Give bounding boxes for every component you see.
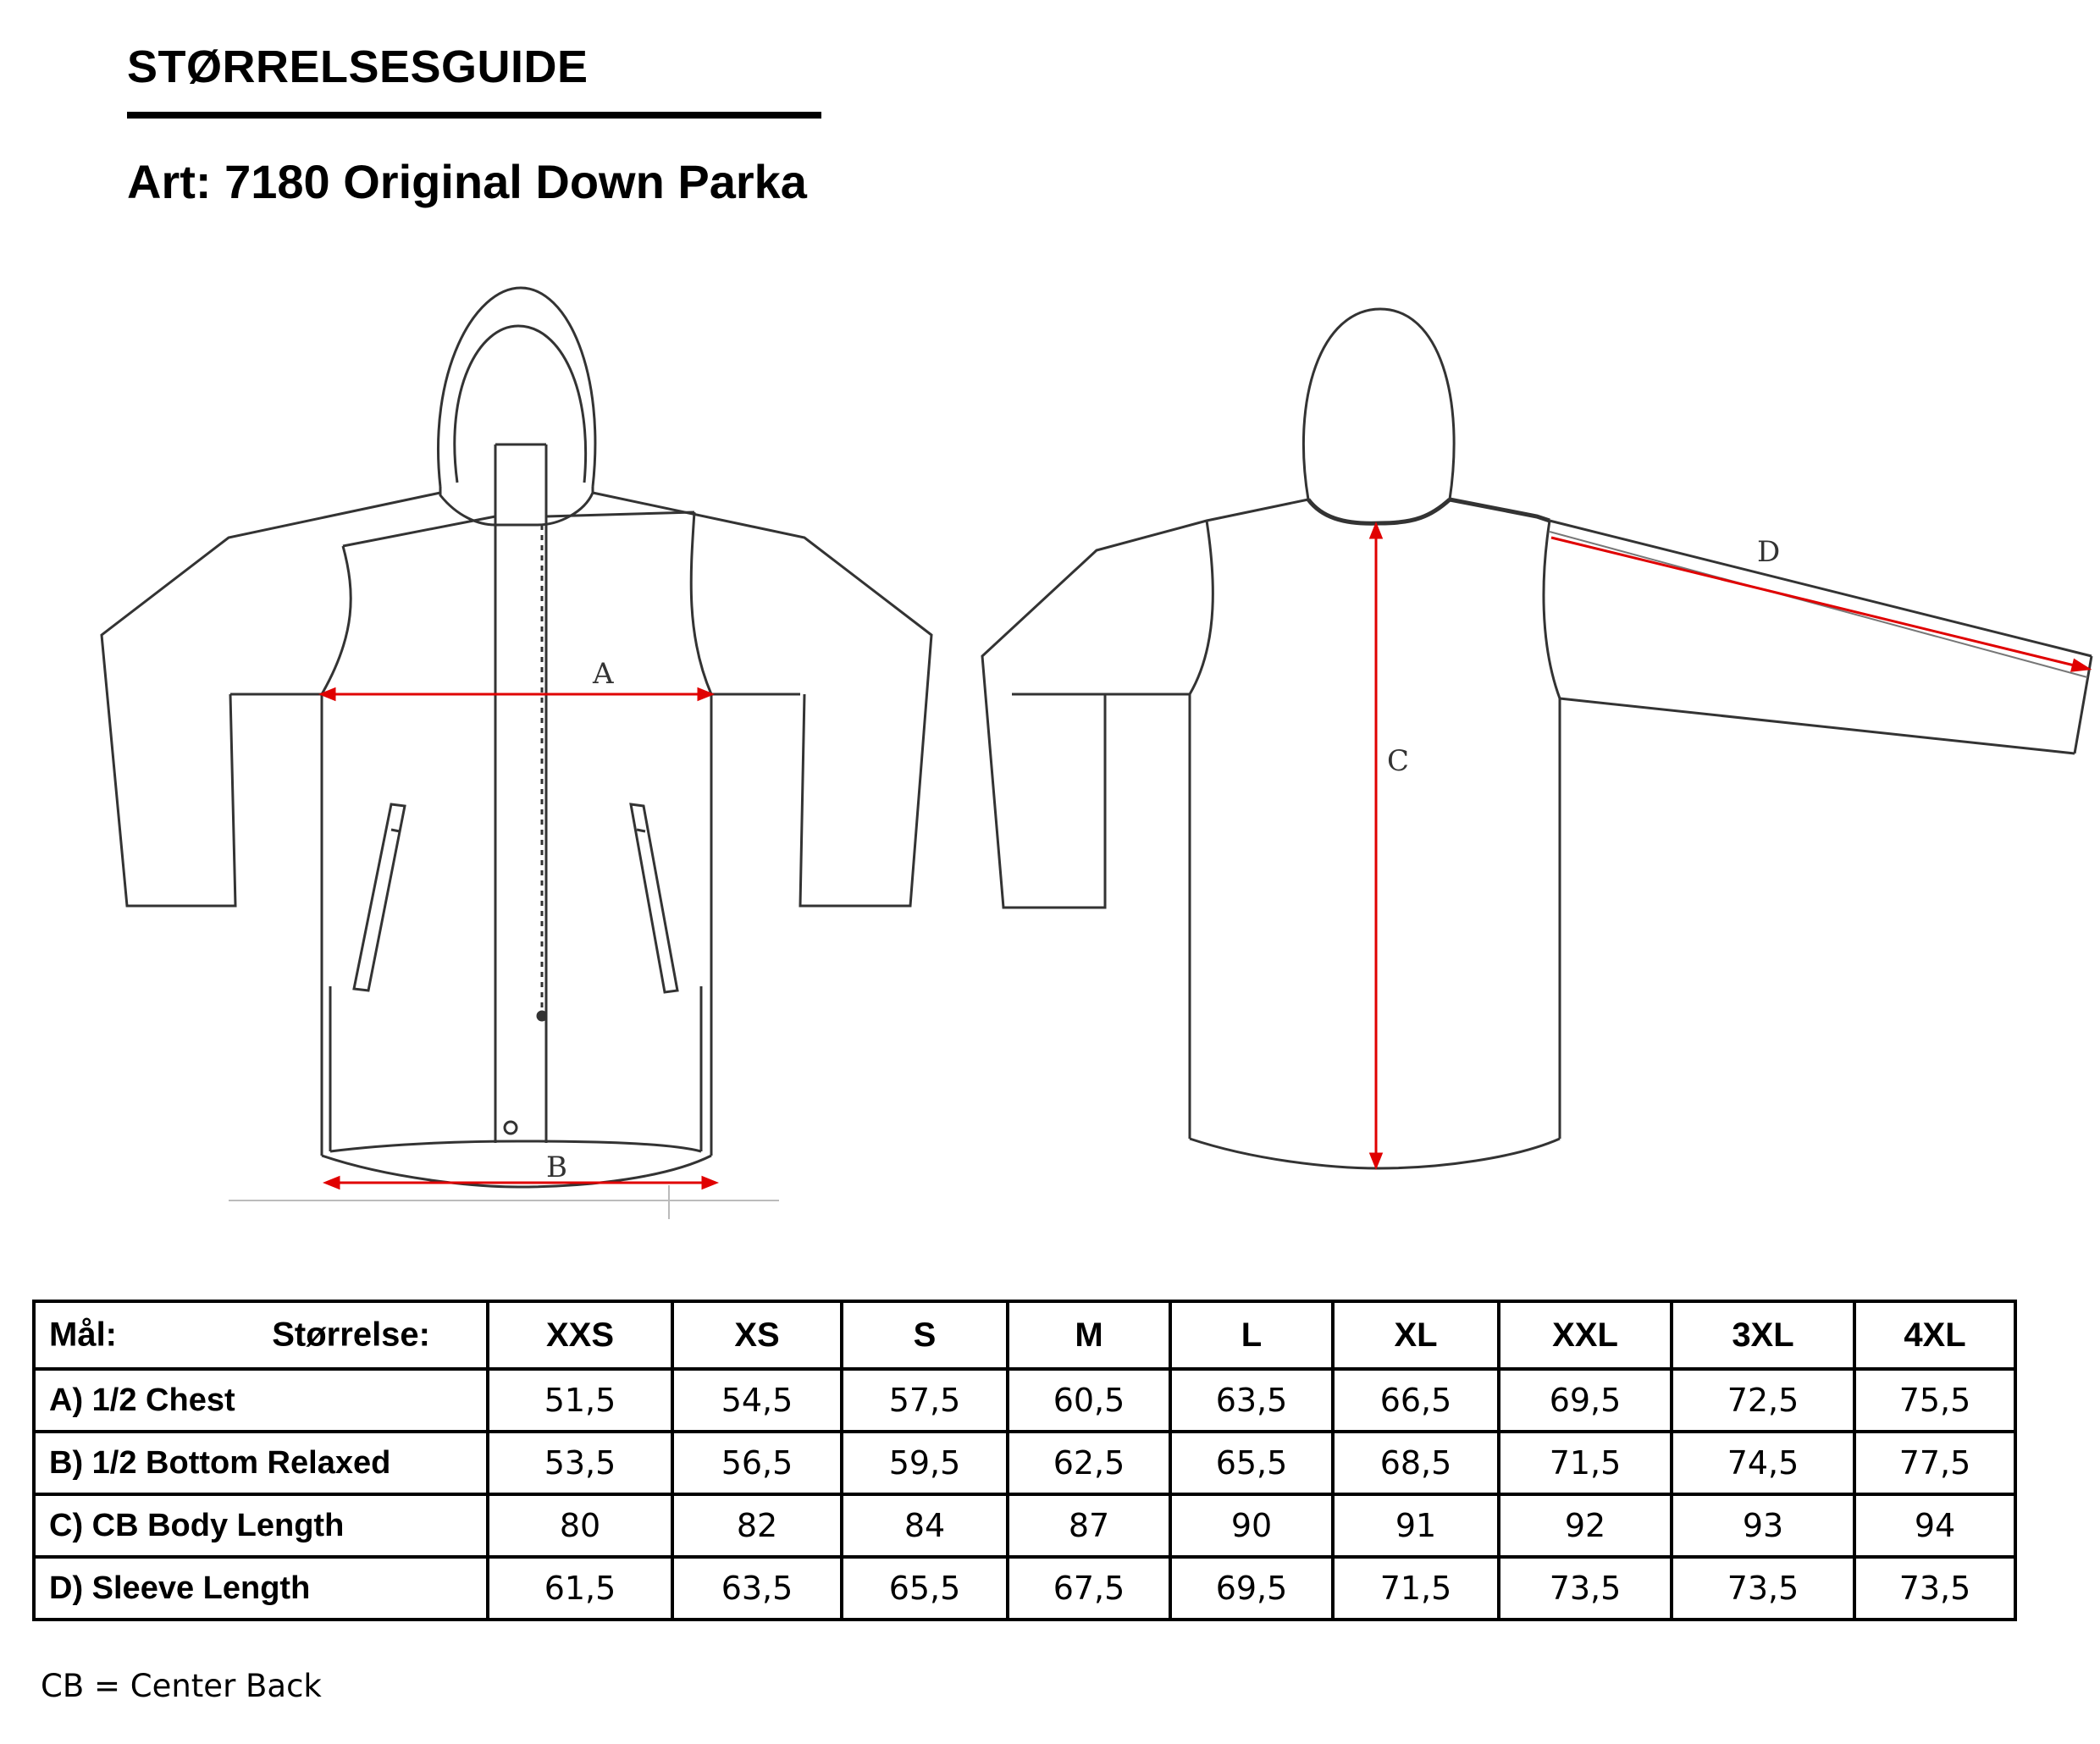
table-cell: 65,5 xyxy=(1170,1432,1333,1494)
footnote: CB = Center Back xyxy=(41,1668,322,1704)
front-collar xyxy=(495,444,546,525)
row-label: D) Sleeve Length xyxy=(34,1557,488,1620)
table-cell: 87 xyxy=(1008,1494,1170,1557)
table-cell: 73,5 xyxy=(1672,1557,1854,1620)
table-cell: 77,5 xyxy=(1854,1432,2015,1494)
table-cell: 61,5 xyxy=(488,1557,672,1620)
article-subtitle: Art: 7180 Original Down Parka xyxy=(127,155,807,208)
table-cell: 93 xyxy=(1672,1494,1854,1557)
size-col-l: L xyxy=(1170,1301,1333,1369)
front-left-pocket-inner xyxy=(391,830,400,831)
table-cell: 71,5 xyxy=(1499,1432,1672,1494)
back-shoulder-right xyxy=(1450,499,1550,521)
table-cell: 91 xyxy=(1333,1494,1499,1557)
measure-c-arrow-bottom xyxy=(1371,1154,1381,1167)
size-col-xs: XS xyxy=(672,1301,842,1369)
table-cell: 94 xyxy=(1854,1494,2015,1557)
measure-b-arrow-right xyxy=(703,1178,716,1188)
front-right-pocket xyxy=(631,804,677,992)
front-right-yoke-top xyxy=(546,512,694,516)
measure-d-line xyxy=(1551,538,2088,669)
table-cell: 67,5 xyxy=(1008,1557,1170,1620)
measure-d-arrow-end xyxy=(2072,660,2088,671)
title-underline xyxy=(127,112,821,119)
table-cell: 69,5 xyxy=(1499,1369,1672,1432)
measure-b-arrow-left xyxy=(326,1178,339,1188)
garment-diagram-svg xyxy=(0,271,2100,1228)
front-hood-bottom xyxy=(440,487,593,525)
front-view-jacket xyxy=(102,288,931,1219)
size-col-m: M xyxy=(1008,1301,1170,1369)
size-col-s: S xyxy=(842,1301,1008,1369)
back-sleeve-inner-line xyxy=(1550,532,2087,677)
table-row xyxy=(34,1432,2015,1494)
front-placket xyxy=(495,525,546,1143)
table-cell: 51,5 xyxy=(488,1369,672,1432)
back-shoulder-left xyxy=(982,499,1308,908)
front-left-shoulder xyxy=(102,493,440,906)
front-hood-face xyxy=(455,326,586,483)
front-left-yoke xyxy=(322,546,351,694)
front-hem-inner xyxy=(330,1141,701,1151)
row-label: B) 1/2 Bottom Relaxed xyxy=(34,1432,488,1494)
front-left-pocket xyxy=(354,804,405,991)
front-button xyxy=(505,1122,517,1134)
row-label: A) 1/2 Chest xyxy=(34,1369,488,1432)
back-view-jacket xyxy=(982,309,2092,1168)
front-right-yoke xyxy=(691,512,711,694)
measure-header: Mål: xyxy=(49,1316,117,1354)
table-cell: 63,5 xyxy=(672,1557,842,1620)
table-cell: 73,5 xyxy=(1854,1557,2015,1620)
label-c: C xyxy=(1387,744,1410,778)
corner-header xyxy=(34,1301,488,1369)
back-sleeve-bottom xyxy=(1560,698,2075,753)
label-d: D xyxy=(1757,535,1781,569)
front-right-pocket-inner xyxy=(637,830,645,831)
table-cell: 63,5 xyxy=(1170,1369,1333,1432)
front-measurements xyxy=(322,689,716,1188)
measure-c-arrow-top xyxy=(1371,525,1381,538)
table-cell: 73,5 xyxy=(1499,1557,1672,1620)
table-cell: 65,5 xyxy=(842,1557,1008,1620)
label-a: A xyxy=(593,657,614,691)
front-left-yoke-top xyxy=(343,516,495,546)
table-cell: 68,5 xyxy=(1333,1432,1499,1494)
table-cell: 84 xyxy=(842,1494,1008,1557)
table-cell: 57,5 xyxy=(842,1369,1008,1432)
table-cell: 74,5 xyxy=(1672,1432,1854,1494)
back-hood-outline xyxy=(1303,309,1454,499)
back-left-armhole xyxy=(1190,521,1213,694)
table-row xyxy=(34,1557,2015,1620)
table-cell: 92 xyxy=(1499,1494,1672,1557)
table-row xyxy=(34,1494,2015,1557)
table-cell: 66,5 xyxy=(1333,1369,1499,1432)
table-cell: 60,5 xyxy=(1008,1369,1170,1432)
table-cell: 53,5 xyxy=(488,1432,672,1494)
table-cell: 59,5 xyxy=(842,1432,1008,1494)
table-cell: 82 xyxy=(672,1494,842,1557)
table-cell: 69,5 xyxy=(1170,1557,1333,1620)
table-row xyxy=(34,1369,2015,1432)
size-header-row xyxy=(34,1301,2015,1369)
table-cell: 54,5 xyxy=(672,1369,842,1432)
back-sleeve-top xyxy=(1550,521,2092,656)
size-col-xxs: XXS xyxy=(488,1301,672,1369)
page-title: STØRRELSESGUIDE xyxy=(127,41,589,92)
size-col-xxl: XXL xyxy=(1499,1301,1672,1369)
size-col-3xl: 3XL xyxy=(1672,1301,1854,1369)
zipper-pull xyxy=(538,1012,546,1020)
table-cell: 72,5 xyxy=(1672,1369,1854,1432)
table-cell: 80 xyxy=(488,1494,672,1557)
garment-diagrams xyxy=(0,271,2100,1228)
table-cell: 56,5 xyxy=(672,1432,842,1494)
size-header: Størrelse: xyxy=(272,1316,430,1354)
size-col-xl: XL xyxy=(1333,1301,1499,1369)
table-cell: 90 xyxy=(1170,1494,1333,1557)
table-cell: 62,5 xyxy=(1008,1432,1170,1494)
back-right-armhole xyxy=(1544,521,1560,698)
table-cell: 75,5 xyxy=(1854,1369,2015,1432)
front-right-shoulder xyxy=(593,493,931,906)
back-neckline xyxy=(1308,499,1450,523)
row-label: C) CB Body Length xyxy=(34,1494,488,1557)
label-b: B xyxy=(546,1151,567,1184)
size-col-4xl: 4XL xyxy=(1854,1301,2015,1369)
size-table xyxy=(32,1300,2017,1621)
back-measurements xyxy=(1371,525,2088,1167)
table-cell: 71,5 xyxy=(1333,1557,1499,1620)
